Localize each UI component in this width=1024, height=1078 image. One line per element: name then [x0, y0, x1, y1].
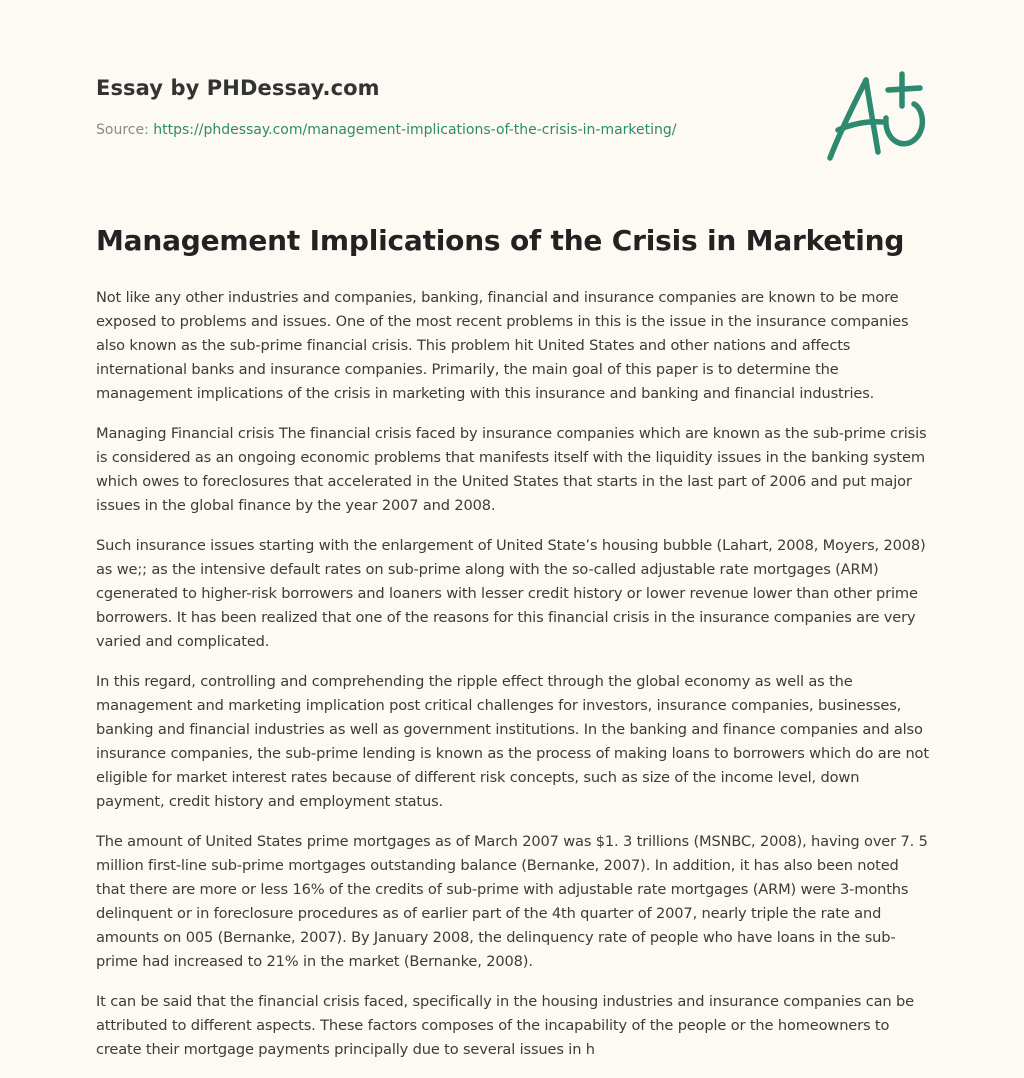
a-plus-logo-icon — [822, 66, 932, 166]
essay-paragraph: The amount of United States prime mortgages as of March 2007 was $1. 3 trillions (MSNBC, 2008), having over 7. 5 million first-line sub-prime mortgages outstanding balance (Bernanke, 2007). In addition, it has also been noted that there are more or less 16% of the credits of sub-prime with adjustable rate mortgages (ARM) were 3-months delinquent or in foreclosure procedures as of earlier part of the 4th quarter of 2007, nearly triple the rate and amounts on 005 (Bernanke, 2007). By January 2008, the delinquency rate of people who have loans in the sub-prime had increased to 21% in the market (Bernanke, 2008). — [96, 833, 928, 970]
essay-title: Management Implications of the Crisis in Marketing — [96, 224, 905, 257]
source-line — [96, 122, 796, 138]
essay-paragraph: It can be said that the financial crisis faced, specifically in the housing industries and insurance companies can be attributed to different aspects. These factors composes of the incapability of the people or the homeowners to create their mortgage payments principally due to several issues in h — [96, 993, 914, 1058]
essay-paragraph: Not like any other industries and companies, banking, financial and insurance companies are known to be more exposed to problems and issues. One of the most recent problems in this is the issue in the insurance companies also known as the sub-prime financial crisis. This problem hit United States and other nations and affects international banks and insurance companies. Primarily, the main goal of this paper is to determine the management implications of the crisis in marketing with this insurance and banking and financial industries. — [96, 289, 909, 402]
site-name: Essay by PHDessay.com — [96, 76, 380, 100]
essay-header — [96, 76, 796, 138]
essay-paragraph: In this regard, controlling and comprehending the ripple effect through the global economy as well as the management and marketing implication post critical challenges for investors, insurance companies, businesses, banking and financial industries as well as government institutions. In the banking and finance companies and also insurance companies, the sub-prime lending is known as the process of making loans to borrowers which do are not eligible for market interest rates because of different risk concepts, such as size of the income level, down payment, credit history and employment status. — [96, 673, 929, 810]
source-link[interactable]: https://phdessay.com/management-implications-of-the-crisis-in-marketing/ — [153, 122, 677, 138]
essay-body — [96, 286, 932, 1078]
source-label: Source: — [96, 122, 154, 138]
essay-paragraph: Such insurance issues starting with the enlargement of United State’s housing bubble (Lahart, 2008, Moyers, 2008) as we;; as the intensive default rates on sub-prime along with the so-called adjustable rate mortgages (ARM) cgenerated to higher-risk borrowers and loaners with lesser credit history or lower revenue lower than other prime borrowers. It has been realized that one of the reasons for this financial crisis in the insurance companies are very varied and complicated. — [96, 537, 926, 650]
essay-paragraph: Managing Financial crisis The financial crisis faced by insurance companies which are known as the sub-prime crisis is considered as an ongoing economic problems that manifests itself with the liquidity issues in the banking system which owes to foreclosures that accelerated in the United States that starts in the last part of 2006 and put major issues in the global finance by the year 2007 and 2008. — [96, 425, 927, 514]
